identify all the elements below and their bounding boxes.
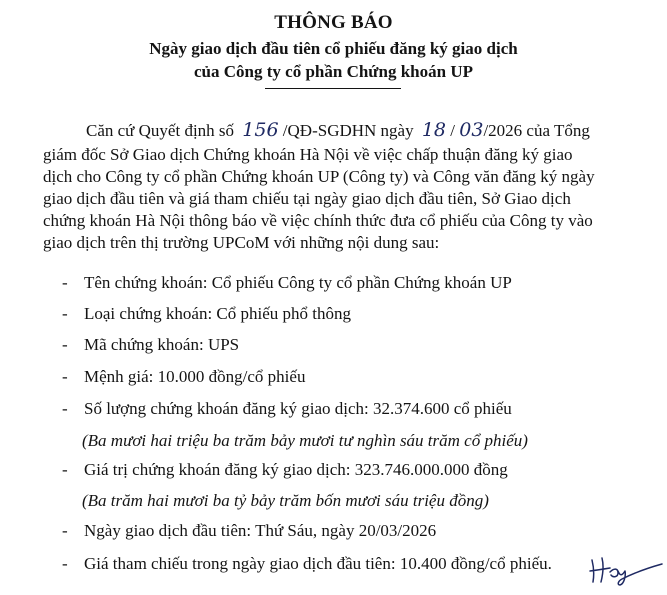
detail-item-security-type: - Loại chứng khoán: Cổ phiếu phổ thông [62, 304, 352, 323]
detail-item-first-trading-date: - Ngày giao dịch đầu tiên: Thứ Sáu, ngày 20/03/2026 [62, 521, 437, 540]
detail-item-registered-quantity: - Số lượng chứng khoán đăng ký giao dịch: 32.374.600 cổ phiếu [62, 399, 512, 418]
detail-item-quantity-in-words: (Ba mươi hai triệu ba trăm bảy mươi tư nghìn sáu trăm cổ phiếu) [82, 431, 528, 450]
detail-item-reference-price: - Giá tham chiếu trong ngày giao dịch đầu tiên: 10.400 đồng/cổ phiếu. [62, 554, 552, 573]
detail-item-value-in-words: (Ba trăm hai mươi ba tỷ bảy trăm bốn mươi sáu triệu đồng) [82, 491, 489, 510]
notice-subtitle-line1: Ngày giao dịch đầu tiên cổ phiếu đăng ký giao dịch [149, 39, 518, 58]
detail-item-registered-value: - Giá trị chứng khoán đăng ký giao dịch: 323.746.000.000 đồng [62, 460, 508, 479]
intro-line-2: giám đốc Sở Giao dịch Chứng khoán Hà Nội về việc chấp thuận đăng ký giao [43, 145, 573, 164]
intro-line-4: giao dịch đầu tiên và giá tham chiếu tại ngày giao dịch đầu tiên, Sở Giao dịch [43, 189, 571, 208]
detail-item-security-name: - Tên chứng khoán: Cổ phiếu Công ty cổ phần Chứng khoán UP [62, 273, 512, 292]
title-underline [265, 88, 401, 89]
intro-line-6: giao dịch trên thị trường UPCoM với những nội dung sau: [43, 233, 440, 252]
notice-subtitle-line2: của Công ty cổ phần Chứng khoán UP [194, 62, 473, 81]
handwritten-decision-number: 156 [242, 119, 279, 141]
handwritten-signature [588, 554, 664, 586]
intro-line-3: dịch cho Công ty cổ phần Chứng khoán UP (Công ty) và Công văn đăng ký ngày [43, 167, 595, 186]
handwritten-decision-month: 03 [459, 119, 484, 141]
detail-item-par-value: - Mệnh giá: 10.000 đồng/cổ phiếu [62, 367, 306, 386]
detail-item-security-code: - Mã chứng khoán: UPS [62, 335, 240, 354]
handwritten-decision-day: 18 [421, 119, 447, 141]
notice-title: THÔNG BÁO [274, 12, 393, 33]
intro-line-1: Căn cứ Quyết định số 156 /QĐ-SGDHN ngày 18 / 03/2026 của Tổng [86, 119, 590, 141]
intro-line-5: chứng khoán Hà Nội thông báo về việc chính thức đưa cổ phiếu của Công ty vào [43, 211, 593, 230]
